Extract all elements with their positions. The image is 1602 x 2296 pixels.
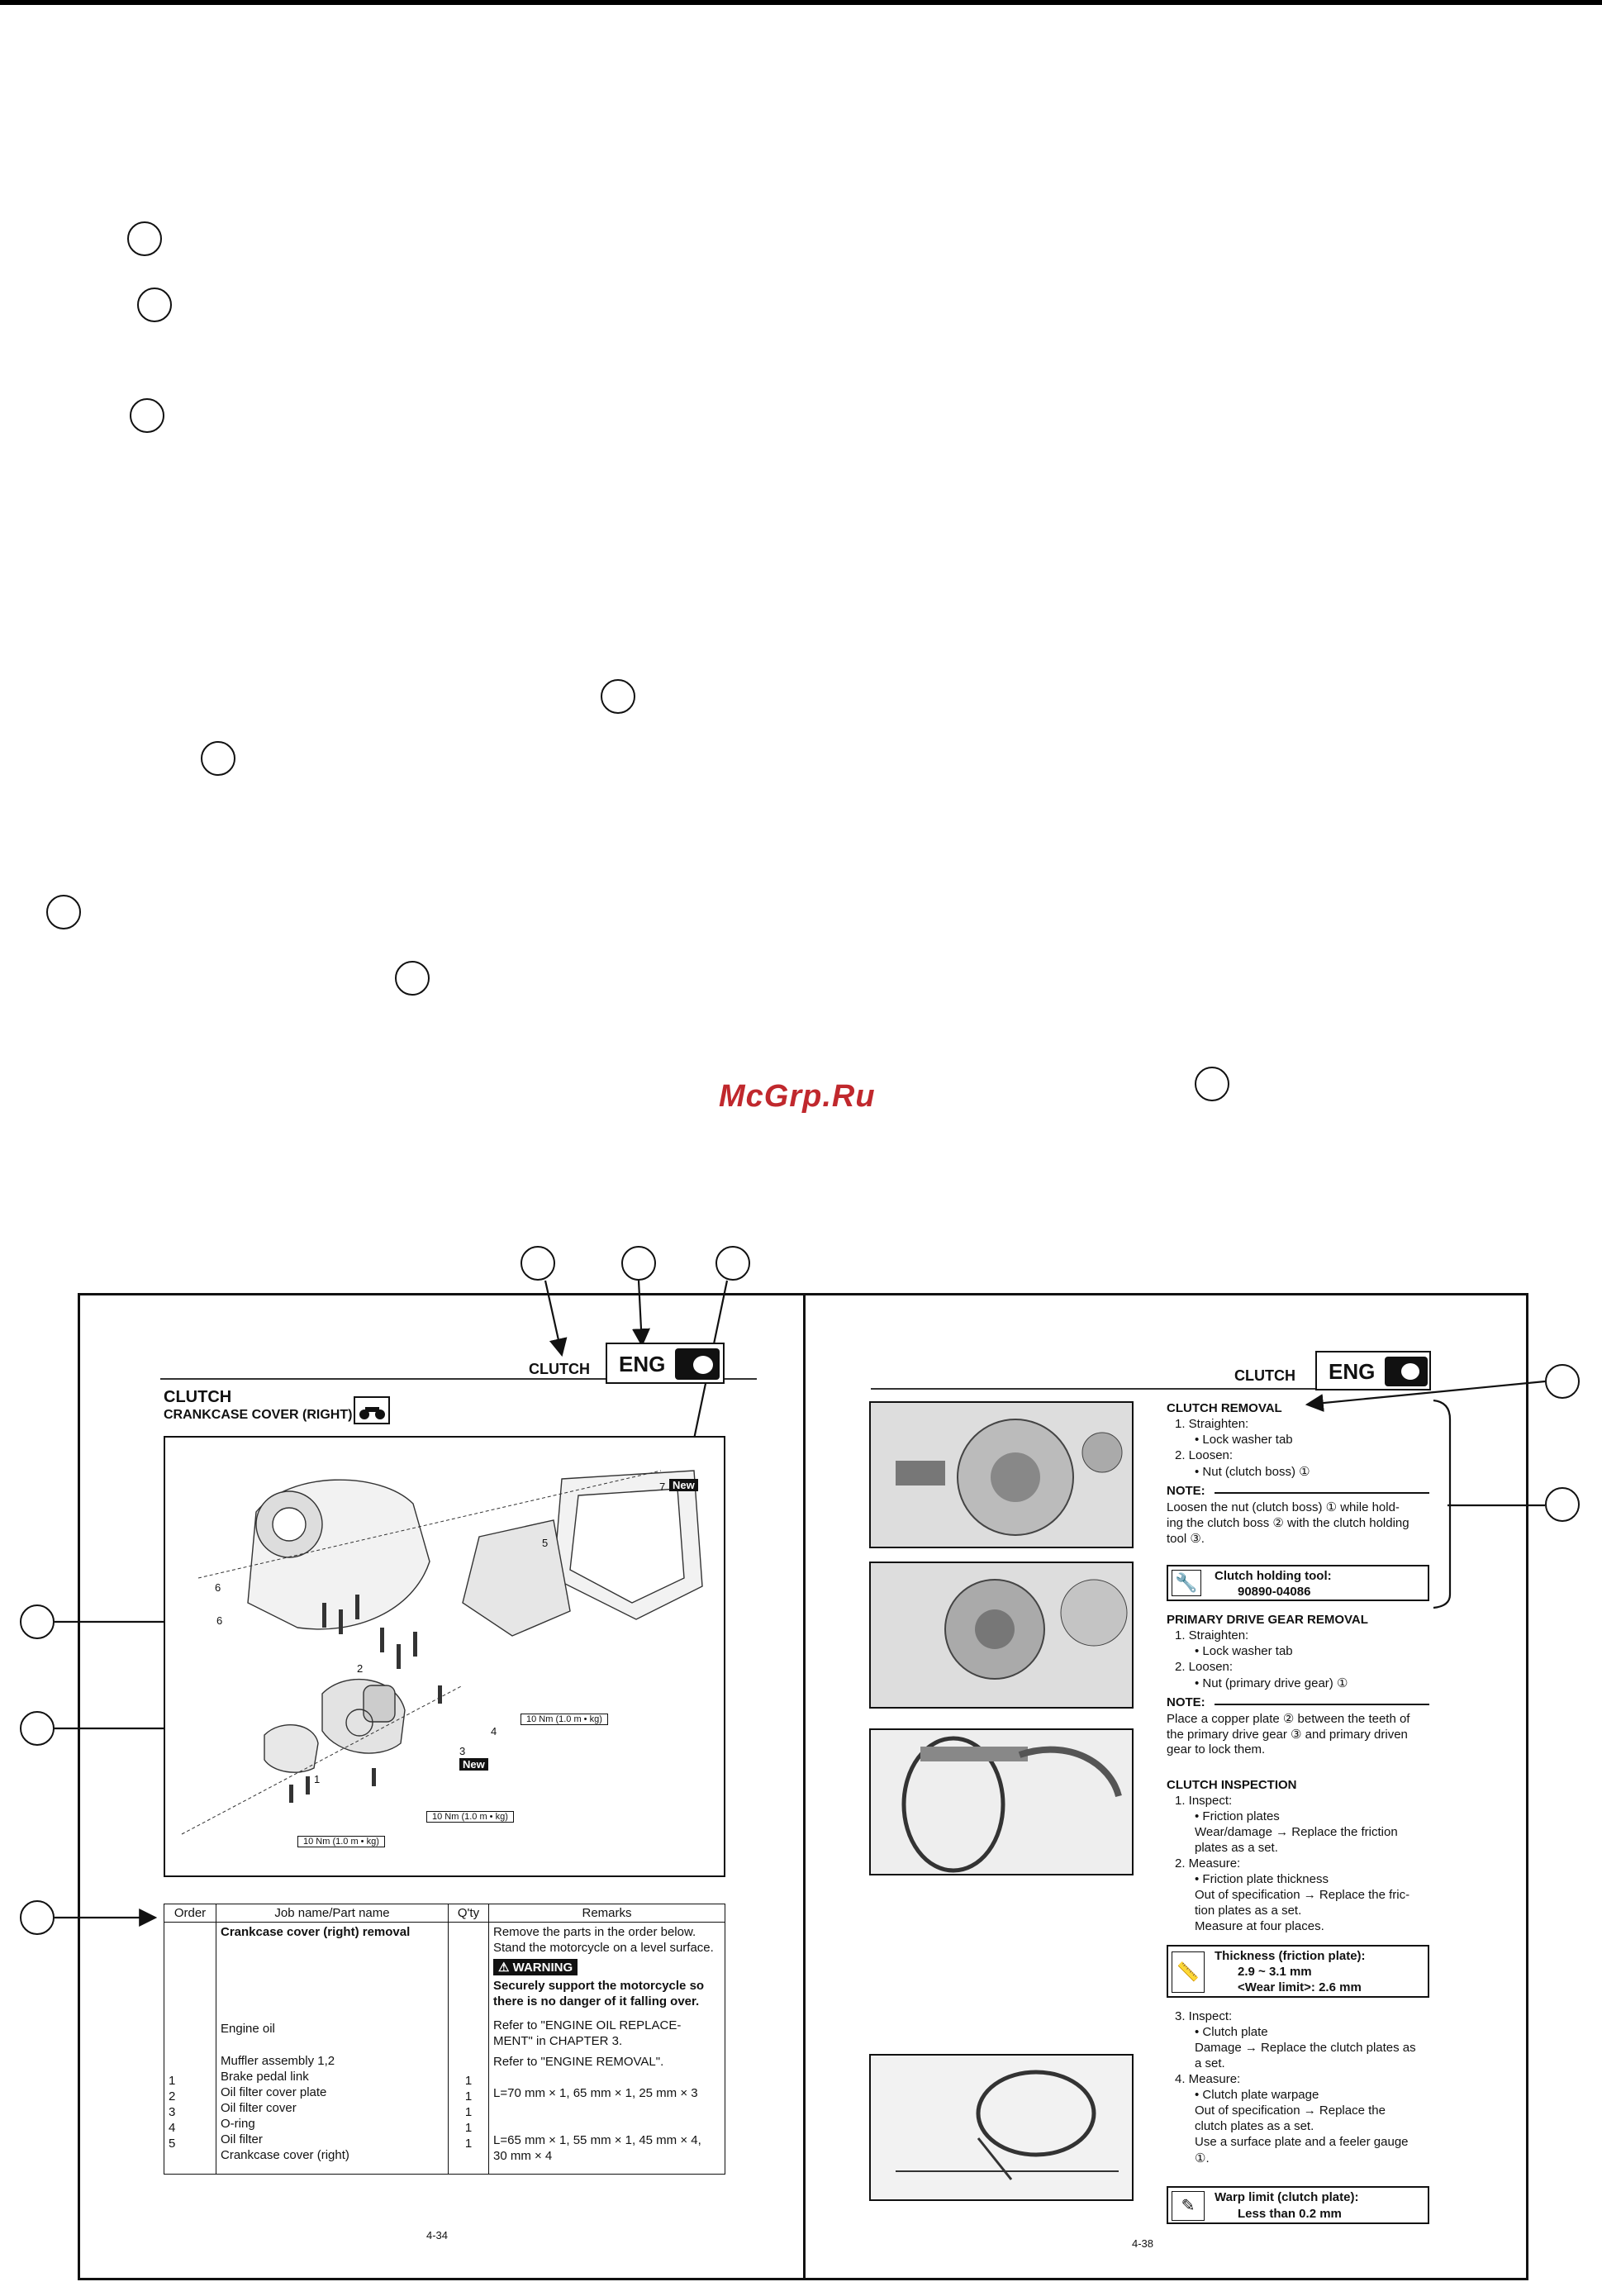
motorcycle-icon [354,1396,390,1424]
warp-label: Warp limit (clutch plate): [1215,2190,1359,2204]
step-text: 1. Straighten: [1175,1417,1249,1431]
part-cell: Oil filter cover [221,2101,297,2115]
part-cell: Brake pedal link [221,2070,309,2084]
note-label: NOTE: [1167,1484,1205,1498]
step-text: a set. [1195,2056,1225,2070]
inspection-title: CLUTCH INSPECTION [1167,1778,1297,1792]
diagram-drawing [165,1438,724,1875]
order-cell: 5 [169,2137,176,2151]
tool-spec-box [1167,1565,1429,1601]
table-header: Order [164,1904,216,1923]
primary-gear-title: PRIMARY DRIVE GEAR REMOVAL [1167,1613,1368,1627]
friction-plate-photo [869,1728,1134,1875]
clutch-removal-photo [869,1401,1134,1548]
left-header-title: CLUTCH [529,1361,590,1377]
step-text: 2. Loosen: [1175,1660,1234,1674]
warning-block [493,1959,720,1975]
torque-spec-text: 10 Nm (1.0 m • kg) [526,1714,602,1724]
table-header-row [164,1904,725,1923]
remark-text: Remove the parts in the order below. [493,1925,696,1939]
qty-column [449,1923,489,2175]
step-text: • Clutch plate [1195,2025,1268,2039]
feeler-gauge-icon: ✎ [1172,2191,1205,2221]
job-title: Crankcase cover (right) removal [221,1925,411,1939]
step-text: Damage → Replace the clutch plates as [1195,2041,1416,2055]
part-cell: Oil filter cover plate [221,2085,327,2099]
part-label-6: 6 [215,1581,221,1594]
torque-spec-text: 10 Nm (1.0 m • kg) [303,1837,379,1847]
remark-text: Refer to "ENGINE OIL REPLACE- [493,2018,682,2032]
remarks-column [489,1923,725,2175]
step-text: tion plates as a set. [1195,1904,1302,1918]
note-text: ing the clutch boss ② with the clutch holding [1167,1516,1409,1530]
step-text: Out of specification → Replace the [1195,2103,1386,2118]
table-header: Job name/Part name [216,1904,449,1923]
step-text: • Clutch plate warpage [1195,2088,1319,2102]
step-text: 2. Loosen: [1175,1448,1234,1462]
step-text: • Nut (clutch boss) ① [1195,1465,1310,1479]
step-text: Out of specification → Replace the fric- [1195,1888,1410,1902]
warp-spec-box [1167,2186,1429,2224]
engine-icon-piston [1401,1363,1419,1380]
part-cell: O-ring [221,2117,255,2131]
qty-cell: 1 [464,2137,473,2151]
step-text: 2. Measure: [1175,1856,1241,1871]
qty-cell: 1 [464,2074,473,2088]
part-label-4: 4 [491,1725,497,1737]
section-title: CLUTCH [164,1388,232,1406]
order-cell: 4 [169,2121,176,2135]
note-text: tool ③. [1167,1532,1205,1546]
clutch-removal-title: CLUTCH REMOVAL [1167,1401,1282,1415]
part-label-2: 2 [357,1662,364,1675]
part-cell: Engine oil [221,2022,275,2036]
eng-badge [1315,1351,1431,1390]
eng-badge [606,1343,725,1384]
remark-text: MENT" in CHAPTER 3. [493,2034,623,2048]
step-text: • Lock washer tab [1195,1644,1293,1658]
step-text: 3. Inspect: [1175,2009,1233,2023]
photo-illustration [871,1563,1132,1707]
part-label-6: 6 [216,1614,223,1627]
warning-text: there is no danger of it falling over. [493,1994,700,2008]
caliper-icon: 📏 [1172,1951,1205,1993]
note-text: gear to lock them. [1167,1742,1266,1756]
step-text: ①. [1195,2151,1210,2165]
note-rule [1215,1492,1429,1494]
note-text: Loosen the nut (clutch boss) ① while hold- [1167,1500,1400,1514]
exploded-view-diagram [164,1436,725,1877]
order-column [164,1923,216,2175]
step-text: Wear/damage → Replace the friction [1195,1825,1398,1839]
photo-illustration [871,1730,1132,1874]
primary-gear-photo [869,1562,1134,1709]
tool-label: Clutch holding tool: [1215,1569,1332,1583]
qty-cell: 1 [464,2089,473,2103]
remark-text: 30 mm × 4 [493,2149,553,2163]
engine-icon-piston [693,1356,713,1374]
warp-value: Less than 0.2 mm [1238,2207,1342,2221]
thickness-value: 2.9 ~ 3.1 mm [1238,1965,1312,1979]
page-number: 4-38 [1132,2237,1154,2250]
torque-spec-box [426,1811,514,1823]
part-cell: Oil filter [221,2132,263,2146]
torque-spec-text: 10 Nm (1.0 m • kg) [432,1812,508,1822]
photo-illustration [871,1403,1132,1547]
section-subtitle: CRANKCASE COVER (RIGHT) [164,1408,353,1422]
order-cell: 1 [169,2074,176,2088]
table-header: Q'ty [449,1904,489,1923]
thickness-label: Thickness (friction plate): [1215,1949,1366,1963]
step-text: Use a surface plate and a feeler gauge [1195,2135,1409,2149]
warning-badge: ⚠ WARNING [493,1959,578,1975]
warpage-photo [869,2054,1134,2201]
step-text: • Nut (primary drive gear) ① [1195,1676,1348,1690]
qty-cell: 1 [464,2105,473,2119]
part-label-3: 3 [459,1745,466,1757]
tool-number: 90890-04086 [1238,1585,1311,1599]
table-header: Remarks [489,1904,725,1923]
note-label: NOTE: [1167,1695,1205,1709]
eng-badge-label: ENG [619,1352,666,1376]
step-text: • Friction plates [1195,1809,1280,1823]
table-row [164,1923,725,2175]
step-text: Measure at four places. [1195,1919,1324,1933]
step-text: 1. Straighten: [1175,1628,1249,1642]
remark-text: Refer to "ENGINE REMOVAL". [493,2055,664,2069]
wear-limit: <Wear limit>: 2.6 mm [1238,1980,1362,1994]
new-badge: New [669,1479,698,1491]
note-rule [1215,1704,1429,1705]
torque-spec-box [297,1836,385,1847]
remark-text: Stand the motorcycle on a level surface. [493,1941,714,1955]
part-column [216,1923,449,2175]
qty-cell: 1 [464,2121,473,2135]
part-label-7: 7 [659,1481,666,1493]
order-cell: 3 [169,2105,176,2119]
page-number: 4-34 [426,2229,449,2241]
step-text: clutch plates as a set. [1195,2119,1314,2133]
eng-badge-label: ENG [1329,1359,1376,1384]
right-header-title: CLUTCH [1234,1367,1295,1384]
step-text: • Lock washer tab [1195,1433,1293,1447]
watermark: McGrp.Ru [719,1079,876,1114]
step-text: 1. Inspect: [1175,1794,1233,1808]
warning-label: WARNING [512,1961,573,1975]
remark-text: L=65 mm × 1, 55 mm × 1, 45 mm × 4, [493,2133,701,2147]
torque-spec-box [521,1714,608,1725]
step-text: 4. Measure: [1175,2072,1241,2086]
warning-text: Securely support the motorcycle so [493,1979,705,1993]
photo-illustration [871,2056,1132,2199]
note-text: Place a copper plate ② between the teeth of [1167,1712,1410,1726]
removal-table [164,1904,725,2175]
new-badge: New [459,1758,488,1771]
part-cell: Crankcase cover (right) [221,2148,349,2162]
part-label-1: 1 [314,1773,321,1785]
order-cell: 2 [169,2089,176,2103]
thickness-spec-box [1167,1945,1429,1998]
note-text: the primary drive gear ③ and primary driven [1167,1728,1408,1742]
remark-text: L=70 mm × 1, 65 mm × 1, 25 mm × 3 [493,2086,698,2100]
step-text: plates as a set. [1195,1841,1278,1855]
wrench-icon: 🔧 [1172,1570,1201,1596]
part-label-5: 5 [542,1537,549,1549]
step-text: • Friction plate thickness [1195,1872,1329,1886]
part-cell: Muffler assembly 1,2 [221,2054,335,2068]
